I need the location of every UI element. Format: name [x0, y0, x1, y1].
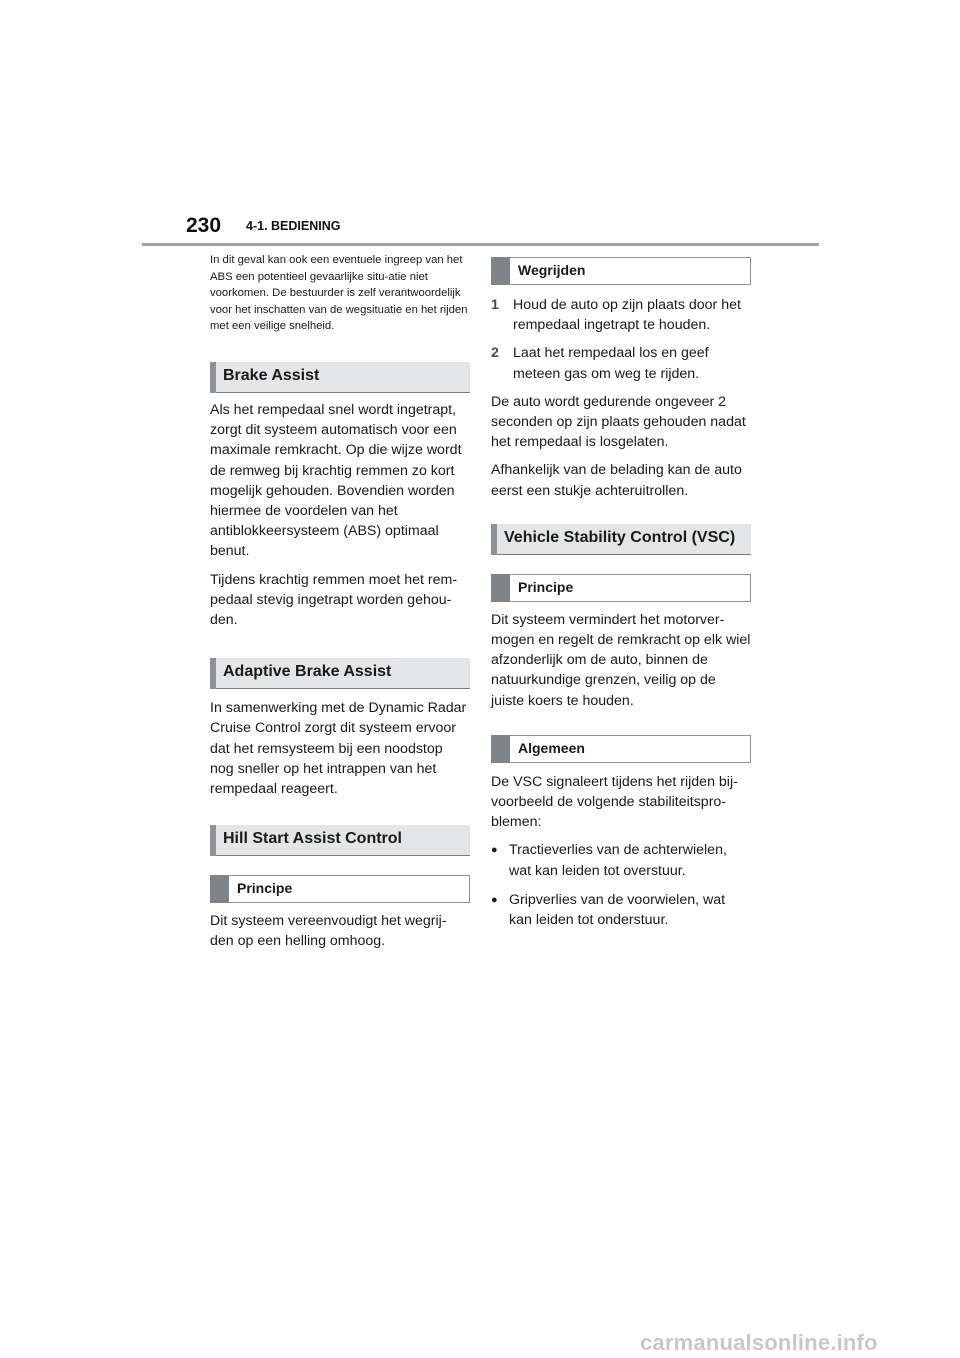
heading-hill-start-assist: Hill Start Assist Control [210, 825, 470, 856]
bullet-icon: ● [491, 893, 498, 906]
subheading-principe-hill: Principe [210, 875, 470, 903]
left-column [210, 252, 470, 960]
bullet-text: Tractieverlies van de achterwielen, wat kan leiden tot overstuur. [509, 842, 727, 879]
heading-vsc: Vehicle Stability Control (VSC) [491, 524, 751, 555]
subheading-wegrijden: Wegrijden [491, 257, 751, 285]
brake-assist-paragraph-1: Als het rempedaal snel wordt ingetrapt, zorgt dit systeem automatisch voor een maximale remkracht. Op die wijze wordt de remweg bij krachtig remmen zo kort mogelijk gehouden. Bovendien worden hiermee de voordelen van het antiblokkeersysteem (ABS) optimaal benut. [210, 401, 462, 560]
vsc-algemeen-paragraph: De VSC signaleert tijdens het rijden bij-voorbeeld de volgende stabiliteitspro-blemen: [491, 773, 738, 831]
wegrijden-paragraph-2: Afhankelijk van de belading kan de auto eerst een stukje achteruitrollen. [491, 462, 742, 499]
wegrijden-paragraph-1: De auto wordt gedurende ongeveer 2 seconden op zijn plaats gehouden nadat het rempedaal is losgelaten. [491, 393, 746, 451]
step-number: 1 [491, 297, 499, 313]
bullet-item [491, 840, 751, 880]
step-number: 2 [491, 345, 499, 362]
heading-brake-assist: Brake Assist [210, 362, 470, 393]
right-column [491, 252, 751, 939]
step-text: Houd de auto op zijn plaats door het rempedaal ingetrapt te houden. [513, 297, 741, 334]
header-divider [142, 243, 819, 246]
brake-assist-paragraph-2: Tijdens krachtig remmen moet het rem-pedaal stevig ingetrapt worden gehou-den. [210, 571, 458, 628]
adaptive-brake-assist-paragraph: In samenwerking met de Dynamic Radar Cruise Control zorgt dit systeem ervoor dat het remsysteem bij een noodstop nog sneller op het intrappen van het rempedaal reageert. [210, 700, 467, 798]
step-item [491, 343, 751, 383]
subheading-algemeen: Algemeen [491, 735, 751, 763]
vsc-principe-paragraph: Dit systeem vermindert het motorver-mogen en regelt de remkracht op elk wiel afzonderlijk om de auto, binnen de natuurkundige grenzen, veilig op de juiste koers te houden. [491, 611, 751, 709]
heading-adaptive-brake-assist: Adaptive Brake Assist [210, 658, 470, 689]
chapter-label: 4-1. BEDIENING [246, 219, 341, 233]
bullet-icon: ● [491, 844, 498, 857]
subheading-principe-vsc: Principe [491, 574, 751, 602]
step-text: Laat het rempedaal los en geef meteen gas om weg te rijden. [513, 345, 709, 382]
page-number: 230 [186, 214, 222, 237]
intro-paragraph: In dit geval kan ook een eventuele ingreep van het ABS een potentieel gevaarlijke situ-atie niet voorkomen. De bestuurder is zelf verantwoordelijk voor het inschatten van de wegsituatie en het rijden met een veilige snelheid. [210, 254, 468, 333]
hill-start-paragraph: Dit systeem vereenvoudigt het wegrij-den op een helling omhoog. [210, 913, 447, 950]
bullet-item [491, 890, 751, 930]
bullet-text: Gripverlies van de voorwielen, wat kan leiden tot onderstuur. [509, 891, 726, 929]
step-item [491, 295, 751, 335]
watermark: carmanualsonline.info [640, 1330, 878, 1355]
